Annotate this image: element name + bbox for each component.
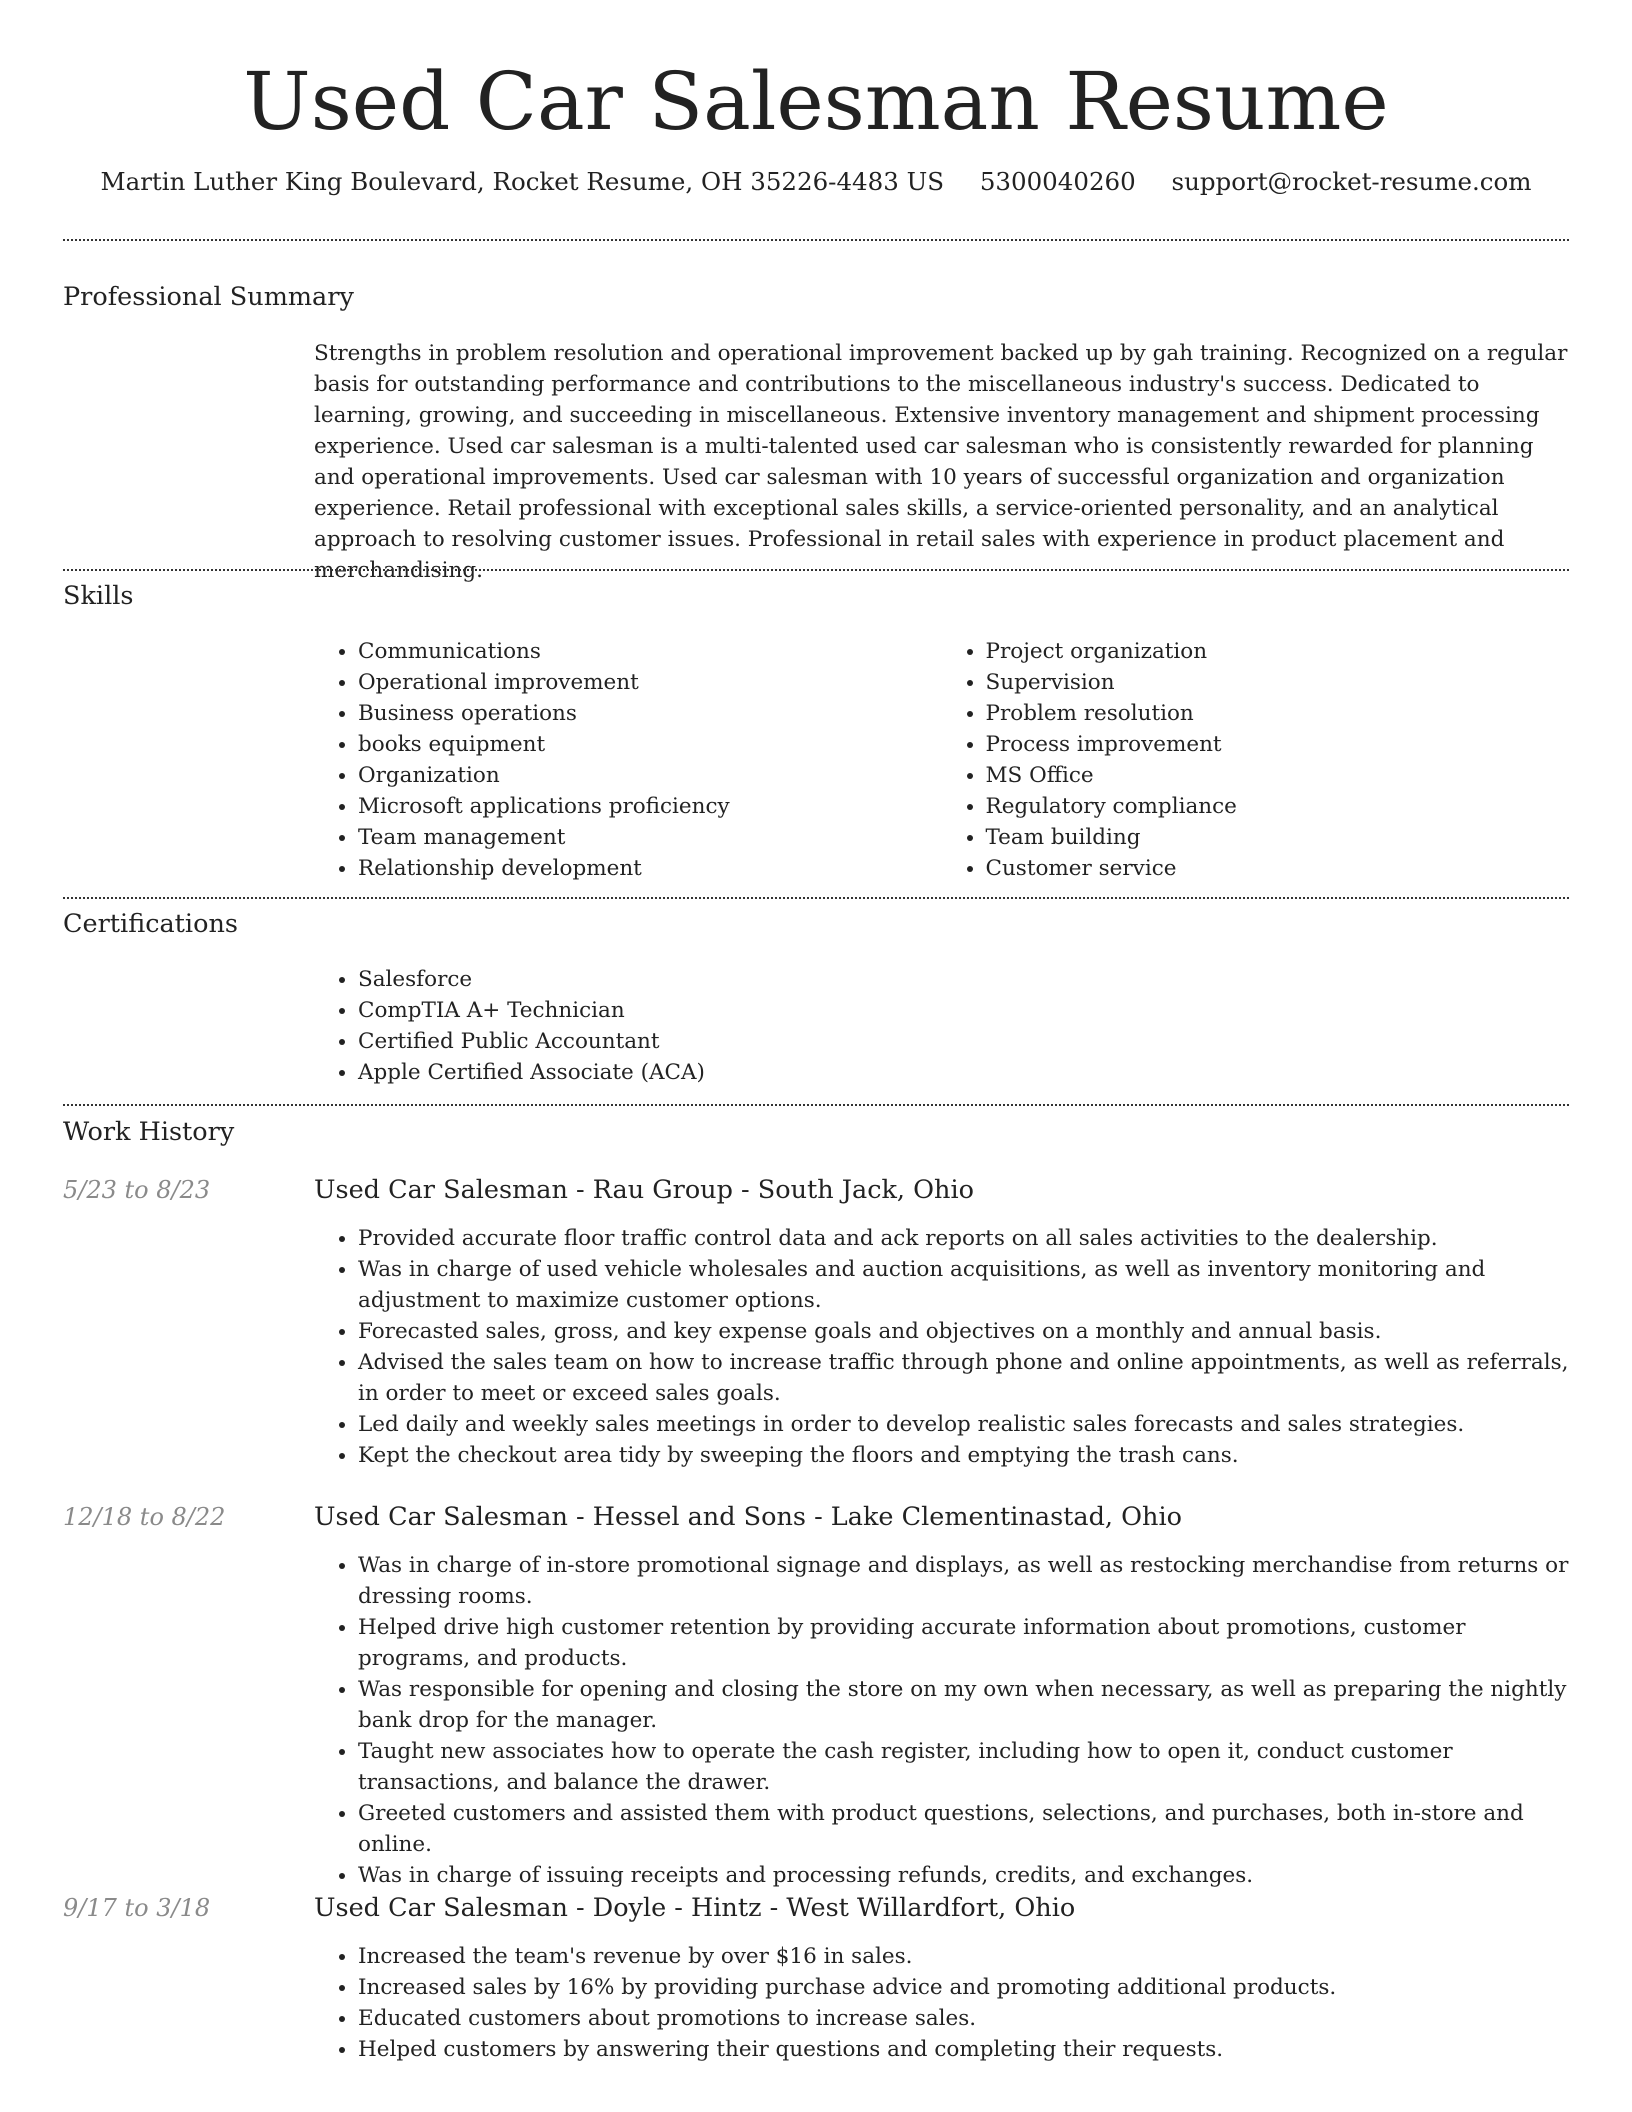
- job-bullet: • Led daily and weekly sales meetings in order to develop realistic sales forecasts and sales strategies.: [358, 1409, 1569, 1440]
- resume-title: Used Car Salesman Resume: [243, 55, 1389, 148]
- skills-heading: Skills: [63, 581, 134, 611]
- summary-section: [314, 338, 1569, 586]
- job-bullets: [314, 1550, 1569, 1891]
- job-bullet: • Was responsible for opening and closing the store on my own when necessary, as well as preparing the nightly bank drop for the manager.: [358, 1674, 1569, 1736]
- job-title: Used Car Salesman - Hessel and Sons - Lake Clementinastad, Ohio: [314, 1502, 1182, 1532]
- skills-list-right: [942, 636, 1570, 884]
- divider: [63, 897, 1569, 899]
- job-bullet: • Was in charge of in-store promotional signage and displays, as well as restocking merchandise from returns or dressing rooms.: [358, 1550, 1569, 1612]
- job-bullets: [314, 1223, 1569, 1471]
- job-bullet: • Forecasted sales, gross, and key expense goals and objectives on a monthly and annual basis.: [358, 1316, 1569, 1347]
- skill-item: • Business operations: [358, 698, 942, 729]
- skill-item: • Project organization: [986, 636, 1570, 667]
- job-title: Used Car Salesman - Rau Group - South Jack, Ohio: [314, 1175, 974, 1205]
- skill-item: • Process improvement: [986, 729, 1570, 760]
- skill-item: • Relationship development: [358, 853, 942, 884]
- job-bullet: • Increased the team's revenue by over $16 in sales.: [358, 1941, 1569, 1972]
- divider: [63, 239, 1569, 241]
- job-bullet: • Was in charge of used vehicle wholesales and auction acquisitions, as well as inventory monitoring and adjustment to maximize customer options.: [358, 1254, 1569, 1316]
- job-details: [314, 1941, 1569, 2065]
- job-dates: 5/23 to 8/23: [63, 1176, 211, 1204]
- job-details: [314, 1223, 1569, 1471]
- job-bullet: • Educated customers about promotions to increase sales.: [358, 2003, 1569, 2034]
- summary-text: Strengths in problem resolution and operational improvement backed up by gah training. Recognized on a regular basis for outstanding performance and contributions to the miscellaneous industry's success. Dedicated to learning, growing, and succeeding in miscellaneous. Extensive inventory management and shipment processing experience. Used car salesman is a multi-talented used car salesman who is consistently rewarded for planning and operational improvements. Used car salesman with 10 years of successful organization and organization experience. Retail professional with exceptional sales skills, a service-oriented personality, and an analytical approach to resolving customer issues. Professional in retail sales with experience in product placement and merchandising.: [314, 341, 1568, 583]
- skill-item: • Customer service: [986, 853, 1570, 884]
- divider: [63, 569, 1569, 571]
- summary-heading: Professional Summary: [63, 282, 354, 312]
- contact-line: [63, 166, 1569, 198]
- divider: [63, 1104, 1569, 1106]
- phone-text: 5300040260: [979, 167, 1136, 196]
- job-bullet: • Helped drive high customer retention by providing accurate information about promotions, customer programs, and products.: [358, 1612, 1569, 1674]
- job-bullet: • Kept the checkout area tidy by sweeping the floors and emptying the trash cans.: [358, 1440, 1569, 1471]
- job-dates: 12/18 to 8/22: [63, 1503, 226, 1531]
- skills-list-left: [314, 636, 942, 884]
- skill-item: • Organization: [358, 760, 942, 791]
- job-bullet: • Increased sales by 16% by providing purchase advice and promoting additional products.: [358, 1972, 1569, 2003]
- job-bullet: • Greeted customers and assisted them with product questions, selections, and purchases, both in-store and online.: [358, 1798, 1569, 1860]
- job-bullets: [314, 1941, 1569, 2065]
- certification-item: • Salesforce: [358, 964, 1569, 995]
- skill-item: • Regulatory compliance: [986, 791, 1570, 822]
- skill-item: • Supervision: [986, 667, 1570, 698]
- email-text: support@rocket-resume.com: [1171, 167, 1532, 196]
- certification-item: • Apple Certified Associate (ACA): [358, 1057, 1569, 1088]
- job-details: [314, 1550, 1569, 1891]
- job-dates: 9/17 to 3/18: [63, 1894, 211, 1922]
- skill-item: • Team building: [986, 822, 1570, 853]
- work-history-heading: Work History: [63, 1117, 235, 1147]
- skill-item: • Team management: [358, 822, 942, 853]
- address-text: Martin Luther King Boulevard, Rocket Resume, OH 35226-4483 US: [100, 167, 945, 196]
- job-bullet: • Provided accurate floor traffic control data and ack reports on all sales activities to the dealership.: [358, 1223, 1569, 1254]
- job-title: Used Car Salesman - Doyle - Hintz - West Willardfort, Ohio: [314, 1893, 1076, 1923]
- skill-item: • Operational improvement: [358, 667, 942, 698]
- certifications-section: [314, 964, 1569, 1088]
- job-bullet: • Advised the sales team on how to increase traffic through phone and online appointments, as well as referrals, in order to meet or exceed sales goals.: [358, 1347, 1569, 1409]
- certification-item: • CompTIA A+ Technician: [358, 995, 1569, 1026]
- skills-section: [314, 636, 1569, 884]
- skill-item: • Microsoft applications proficiency: [358, 791, 942, 822]
- skill-item: • Problem resolution: [986, 698, 1570, 729]
- skill-item: • books equipment: [358, 729, 942, 760]
- job-bullet: • Helped customers by answering their questions and completing their requests.: [358, 2034, 1569, 2065]
- skill-item: • Communications: [358, 636, 942, 667]
- job-bullet: • Taught new associates how to operate the cash register, including how to open it, conduct customer transactions, and balance the drawer.: [358, 1736, 1569, 1798]
- certifications-heading: Certifications: [63, 909, 238, 939]
- certification-item: • Certified Public Accountant: [358, 1026, 1569, 1057]
- skill-item: • MS Office: [986, 760, 1570, 791]
- certifications-list: [314, 964, 1569, 1088]
- job-bullet: • Was in charge of issuing receipts and processing refunds, credits, and exchanges.: [358, 1860, 1569, 1891]
